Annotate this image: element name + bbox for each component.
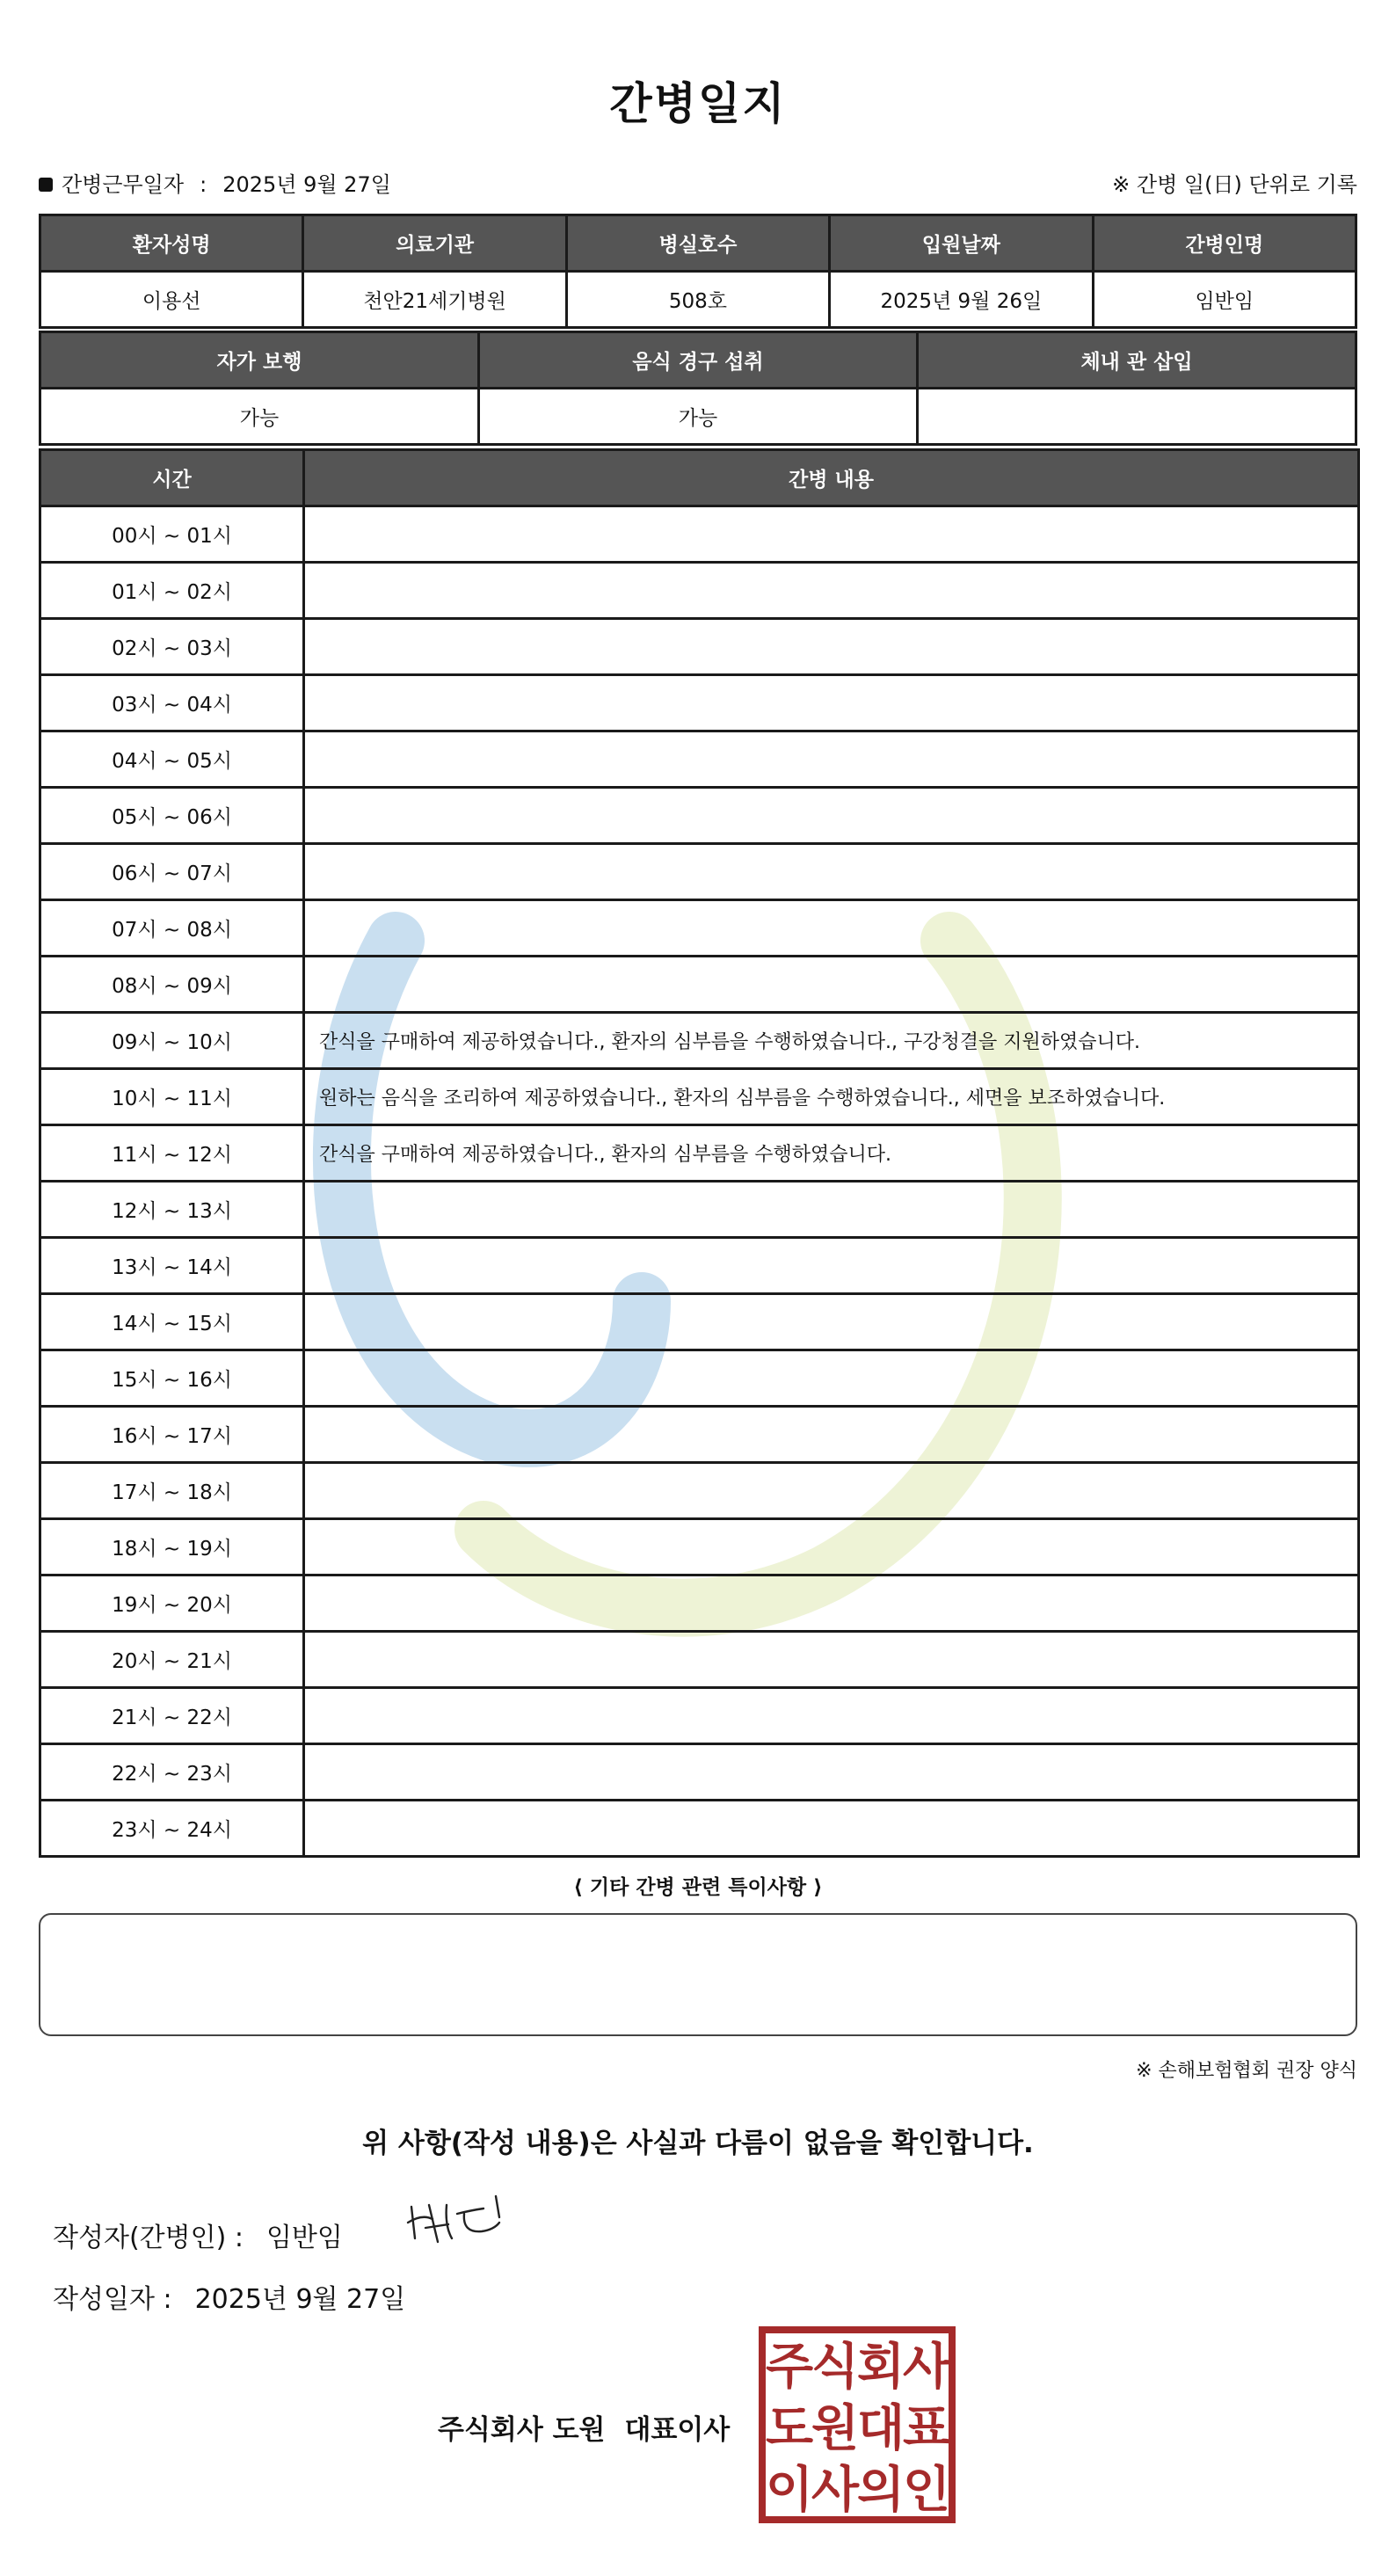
remarks-heading: ⟨ 기타 간병 관련 특이사항 ⟩ [573, 1876, 823, 1899]
care-log-time: 09시 ~ 10시 [40, 1013, 304, 1069]
work-date [39, 171, 391, 199]
seal-character: 대 [856, 2400, 905, 2457]
care-log-row [40, 1182, 1359, 1238]
care-log-content [304, 1575, 1359, 1632]
seal-character: 사 [811, 2462, 860, 2519]
seal-character: 주 [765, 2339, 814, 2396]
care-log-time: 23시 ~ 24시 [40, 1801, 304, 1857]
care-log-content: 간식을 구매하여 제공하였습니다., 환자의 심부름을 수행하였습니다. [304, 1125, 1359, 1182]
care-log-content [304, 1519, 1359, 1575]
care-log-row [40, 1801, 1359, 1857]
seal-character: 이 [765, 2462, 814, 2519]
patient-info-table [39, 214, 1357, 329]
care-log-time: 14시 ~ 15시 [40, 1294, 304, 1350]
care-log-content [304, 788, 1359, 844]
care-log-row [40, 731, 1359, 788]
written-date-line [53, 2277, 405, 2316]
care-log-time: 17시 ~ 18시 [40, 1463, 304, 1519]
care-log-time: 15시 ~ 16시 [40, 1350, 304, 1407]
care-log-content [304, 1350, 1359, 1407]
oral-intake-value: 가능 [479, 389, 918, 445]
care-log-time: 19시 ~ 20시 [40, 1575, 304, 1632]
care-log-time: 01시 ~ 02시 [40, 563, 304, 619]
patient-info-header-row [40, 215, 1356, 272]
care-log-row [40, 957, 1359, 1013]
care-log-content: 간식을 구매하여 제공하였습니다., 환자의 심부름을 수행하였습니다., 구강청결을 지원하였습니다. [304, 1013, 1359, 1069]
care-log-time: 18시 ~ 19시 [40, 1519, 304, 1575]
handwritten-signature [403, 2187, 517, 2258]
care-log-table [39, 448, 1360, 1858]
header-tube-insertion: 체내 관 삽입 [918, 332, 1356, 389]
care-log-time: 06시 ~ 07시 [40, 844, 304, 900]
care-log-row [40, 788, 1359, 844]
care-log-content [304, 1688, 1359, 1744]
care-log-time: 16시 ~ 17시 [40, 1407, 304, 1463]
work-date-value: 2025년 9월 27일 [222, 172, 391, 197]
header-patient-name: 환자성명 [40, 215, 303, 272]
header-admission-date: 입원날짜 [830, 215, 1093, 272]
care-log-content [304, 844, 1359, 900]
care-log-time: 13시 ~ 14시 [40, 1238, 304, 1294]
confirmation-statement: 위 사항(작성 내용)은 사실과 다름이 없음을 확인합니다. [362, 2128, 1034, 2159]
header-care-content: 간병 내용 [304, 450, 1359, 506]
care-log-content [304, 1463, 1359, 1519]
patient-status-table [39, 331, 1357, 446]
care-log-content [304, 1182, 1359, 1238]
care-log-row [40, 1519, 1359, 1575]
writer-label: 작성자(간병인) : [53, 2223, 244, 2253]
care-log-row [40, 900, 1359, 957]
care-log-body [40, 506, 1359, 1857]
company-signature [438, 2407, 730, 2447]
care-log-time: 02시 ~ 03시 [40, 619, 304, 675]
unit-note: ※ 간병 일(日) 단위로 기록 [1112, 172, 1357, 197]
header-room-number: 병실호수 [566, 215, 829, 272]
seal-character: 사 [902, 2339, 951, 2396]
care-log-time: 03시 ~ 04시 [40, 675, 304, 731]
care-log-content [304, 1801, 1359, 1857]
seal-character: 도 [765, 2400, 814, 2457]
care-log-time: 21시 ~ 22시 [40, 1688, 304, 1744]
care-log-time: 04시 ~ 05시 [40, 731, 304, 788]
room-number: 508호 [566, 272, 829, 328]
care-log-content: 원하는 음식을 조리하여 제공하였습니다., 환자의 심부름을 수행하였습니다., 세면을 보조하였습니다. [304, 1069, 1359, 1125]
form-note: ※ 손해보험협회 권장 양식 [1136, 2060, 1357, 2082]
care-log-time: 20시 ~ 21시 [40, 1632, 304, 1688]
header-self-walking: 자가 보행 [40, 332, 479, 389]
writer-name: 임반임 [265, 2223, 343, 2253]
care-log-row [40, 1350, 1359, 1407]
care-log-row [40, 1125, 1359, 1182]
written-date-value: 2025년 9월 27일 [194, 2284, 406, 2315]
care-log-row [40, 844, 1359, 900]
care-log-row [40, 619, 1359, 675]
care-log-row [40, 1744, 1359, 1801]
hospital-name: 천안21세기병원 [303, 272, 566, 328]
care-log-row [40, 1575, 1359, 1632]
page-title: 간병일지 [609, 78, 787, 129]
care-log-content [304, 900, 1359, 957]
care-log-content [304, 1632, 1359, 1688]
seal-character: 의 [856, 2462, 905, 2519]
care-log-row [40, 675, 1359, 731]
care-log-content [304, 1294, 1359, 1350]
patient-status-header-row [40, 332, 1356, 389]
care-log-row [40, 1238, 1359, 1294]
care-log-row [40, 563, 1359, 619]
written-date-label: 작성일자 : [53, 2284, 172, 2315]
care-log-row [40, 1688, 1359, 1744]
seal-character: 원 [811, 2400, 860, 2457]
tube-insertion-value [918, 389, 1356, 445]
work-date-separator: : [200, 172, 207, 197]
header-hospital: 의료기관 [303, 215, 566, 272]
care-log-header-row [40, 450, 1359, 506]
company-seal-stamp [758, 2325, 956, 2524]
company-title: 대표이사 [624, 2414, 731, 2446]
care-log-content [304, 1407, 1359, 1463]
header-caregiver-name: 간병인명 [1093, 215, 1356, 272]
care-log-content [304, 675, 1359, 731]
care-log-time: 22시 ~ 23시 [40, 1744, 304, 1801]
care-log-time: 05시 ~ 06시 [40, 788, 304, 844]
care-log-content [304, 1238, 1359, 1294]
self-walking-value: 가능 [40, 389, 479, 445]
care-log-row [40, 1069, 1359, 1125]
care-log-time: 11시 ~ 12시 [40, 1125, 304, 1182]
work-date-label: 간병근무일자 [62, 172, 185, 197]
care-log-time: 12시 ~ 13시 [40, 1182, 304, 1238]
care-log-content [304, 619, 1359, 675]
remarks-box [39, 1913, 1357, 2036]
seal-character: 인 [902, 2462, 951, 2519]
patient-info-value-row [40, 272, 1356, 328]
seal-character: 회 [856, 2339, 905, 2396]
header-time: 시간 [40, 450, 304, 506]
header-oral-intake: 음식 경구 섭취 [479, 332, 918, 389]
patient-status-value-row [40, 389, 1356, 445]
care-log-row [40, 1013, 1359, 1069]
bullet-square-icon [39, 178, 53, 192]
care-log-content [304, 563, 1359, 619]
seal-character: 표 [902, 2400, 951, 2457]
writer-line [53, 2216, 343, 2254]
care-log-time: 00시 ~ 01시 [40, 506, 304, 563]
seal-character: 식 [811, 2339, 860, 2396]
care-log-time: 07시 ~ 08시 [40, 900, 304, 957]
care-log-row [40, 506, 1359, 563]
care-log-row [40, 1294, 1359, 1350]
care-log-row [40, 1463, 1359, 1519]
admission-date: 2025년 9월 26일 [830, 272, 1093, 328]
care-log-content [304, 506, 1359, 563]
patient-name: 이용선 [40, 272, 303, 328]
care-log-content [304, 957, 1359, 1013]
company-name: 주식회사 도원 [438, 2414, 606, 2446]
care-log-row [40, 1407, 1359, 1463]
care-log-content [304, 1744, 1359, 1801]
care-log-row [40, 1632, 1359, 1688]
care-log-time: 08시 ~ 09시 [40, 957, 304, 1013]
care-log-time: 10시 ~ 11시 [40, 1069, 304, 1125]
care-log-content [304, 731, 1359, 788]
caregiver-name: 임반임 [1093, 272, 1356, 328]
